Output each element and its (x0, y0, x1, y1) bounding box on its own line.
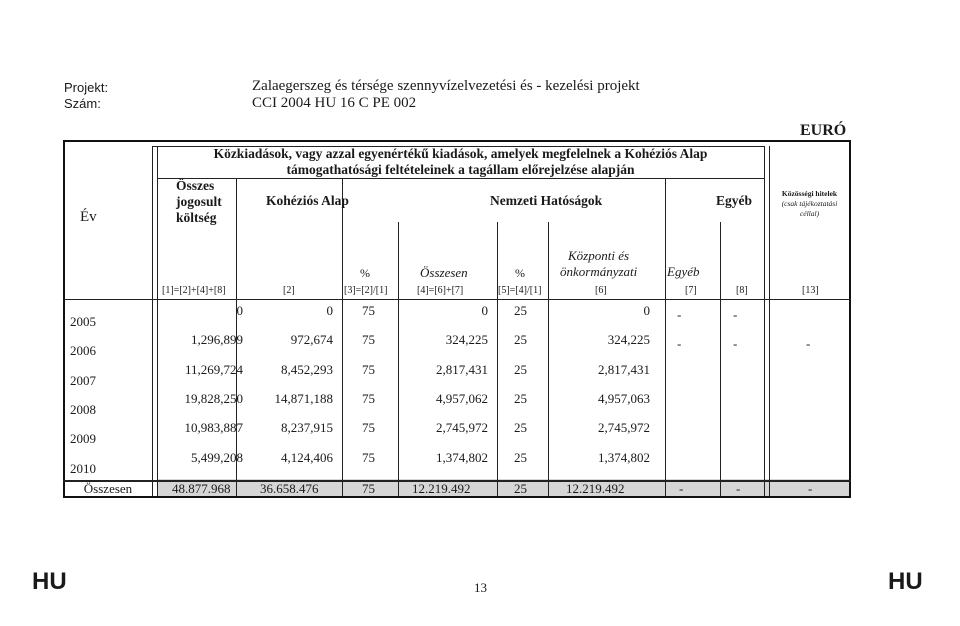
cell-pct-kohezios: 75 (362, 391, 375, 406)
cell-nemzeti-total: 4,957,062 (436, 391, 488, 406)
formula-4: [4]=[6]+[7] (417, 285, 464, 296)
cell-pct-nemzeti: 25 (514, 303, 527, 318)
sub-header-osszesen: Összesen (420, 265, 468, 280)
top-header-line1: Közkiadások, vagy azzal egyenértékű kiadások, amelyek megfelelnek a Kohéziós Alap (213, 146, 708, 161)
row-year: 2008 (70, 402, 96, 417)
cell-egyeb-nemzeti: - (677, 336, 682, 351)
total-egyeb-nemzeti: - (679, 481, 684, 496)
sub-header-pct2: % (515, 266, 525, 280)
cell-pct-kohezios: 75 (362, 420, 375, 435)
formula-8: [8] (736, 285, 748, 296)
cell-total-eligible: 1,296,899 (191, 332, 243, 347)
cell-nemzeti-total: 1,374,802 (436, 450, 488, 465)
cell-pct-nemzeti: 25 (514, 332, 527, 347)
row-year: 2007 (70, 373, 96, 388)
egyeb-header: Egyéb (716, 193, 753, 208)
year-header: Év (80, 209, 97, 225)
cell-pct-kohezios: 75 (362, 450, 375, 465)
total-label: Összesen (83, 481, 133, 496)
row-year: 2006 (70, 343, 96, 358)
total-kozossegi: - (808, 481, 813, 496)
total-pct-nemzeti: 25 (514, 481, 527, 496)
cell-nemzeti-total: 0 (481, 303, 488, 318)
top-header-line2: támogathatósági feltételeinek a tagállam előrejelzése alapján (286, 162, 635, 177)
formula-13: [13] (802, 285, 819, 296)
kozossegi-line2: (csak tájékoztatási (781, 199, 838, 208)
row-year: 2009 (70, 431, 96, 446)
project-name: Zalaegerszeg és térsége szennyvízelvezetési és - kezelési projekt (252, 78, 640, 94)
formula-2: [2] (283, 285, 295, 296)
formula-7: [7] (685, 285, 697, 296)
formula-6: [6] (595, 285, 607, 296)
cell-pct-kohezios: 75 (362, 362, 375, 377)
cell-total-eligible: 5,499,208 (191, 450, 243, 465)
cell-kozponti: 2,745,972 (598, 420, 650, 435)
currency-label: EURÓ (800, 122, 847, 139)
cell-pct-kohezios: 75 (362, 303, 375, 318)
projekt-label: Projekt: (64, 80, 109, 95)
cell-kohezios: 972,674 (290, 332, 333, 347)
cell-total-eligible: 10,983,887 (184, 420, 243, 435)
cell-nemzeti-total: 2,817,431 (436, 362, 488, 377)
szam-label: Szám: (64, 96, 101, 111)
formula-1: [1]=[2]+[4]+[8] (162, 285, 226, 296)
kozossegi-line1: Közösségi hitelek (781, 189, 838, 198)
cell-kohezios: 4,124,406 (281, 450, 333, 465)
cell-kohezios: 0 (326, 303, 333, 318)
cell-total-eligible: 11,269,724 (184, 362, 243, 377)
cell-kozponti: 324,225 (607, 332, 650, 347)
cell-kozponti: 1,374,802 (598, 450, 650, 465)
row-year: 2010 (70, 461, 96, 476)
cell-nemzeti-total: 2,745,972 (436, 420, 488, 435)
page-number: 13 (474, 580, 487, 595)
formula-3: [3]=[2]/[1] (344, 285, 388, 296)
cell-egyeb: - (733, 336, 738, 351)
formula-5: [5]=[4]/[1] (498, 285, 542, 296)
osszes-line2: jogosult (176, 194, 222, 209)
cell-pct-nemzeti: 25 (514, 450, 527, 465)
cell-egyeb: - (733, 307, 738, 322)
cell-kozossegi: - (806, 336, 811, 351)
cell-total-eligible: 19,828,250 (184, 391, 243, 406)
cell-kozponti: 2,817,431 (598, 362, 650, 377)
osszes-line1: Összes (176, 178, 215, 193)
footer-right-country: HU (888, 568, 923, 595)
cell-egyeb-nemzeti: - (677, 307, 682, 322)
osszes-line3: költség (176, 210, 217, 225)
cell-pct-nemzeti: 25 (514, 362, 527, 377)
total-pct-kohezios: 75 (362, 481, 375, 496)
sub-header-kozponti-line2: önkormányzati (560, 264, 638, 279)
cell-kohezios: 8,237,915 (281, 420, 333, 435)
total-egyeb: - (736, 481, 741, 496)
project-code: CCI 2004 HU 16 C PE 002 (252, 95, 417, 111)
cell-pct-kohezios: 75 (362, 332, 375, 347)
row-year: 2005 (70, 314, 96, 329)
cell-total-eligible: 0 (236, 303, 243, 318)
footer-left-country: HU (32, 568, 67, 595)
cell-kohezios: 14,871,188 (274, 391, 333, 406)
kohezios-alap-header: Kohéziós Alap (266, 193, 349, 208)
total-nemzeti: 12.219.492 (412, 481, 471, 496)
cell-kozponti: 4,957,063 (598, 391, 650, 406)
cell-kohezios: 8,452,293 (281, 362, 333, 377)
cell-nemzeti-total: 324,225 (445, 332, 488, 347)
sub-header-kozponti-line1: Központi és (568, 248, 630, 263)
total-kohezios: 36.658.476 (260, 481, 319, 496)
sub-header-pct1: % (360, 266, 370, 280)
cell-pct-nemzeti: 25 (514, 391, 527, 406)
cell-kozponti: 0 (643, 303, 650, 318)
sub-header-egyeb: Egyéb (667, 264, 700, 279)
kozossegi-line3: céllal) (799, 209, 820, 218)
total-eligible: 48.877.968 (172, 481, 231, 496)
nemzeti-hatosagok-header: Nemzeti Hatóságok (490, 193, 603, 208)
total-kozponti: 12.219.492 (566, 481, 625, 496)
cell-pct-nemzeti: 25 (514, 420, 527, 435)
